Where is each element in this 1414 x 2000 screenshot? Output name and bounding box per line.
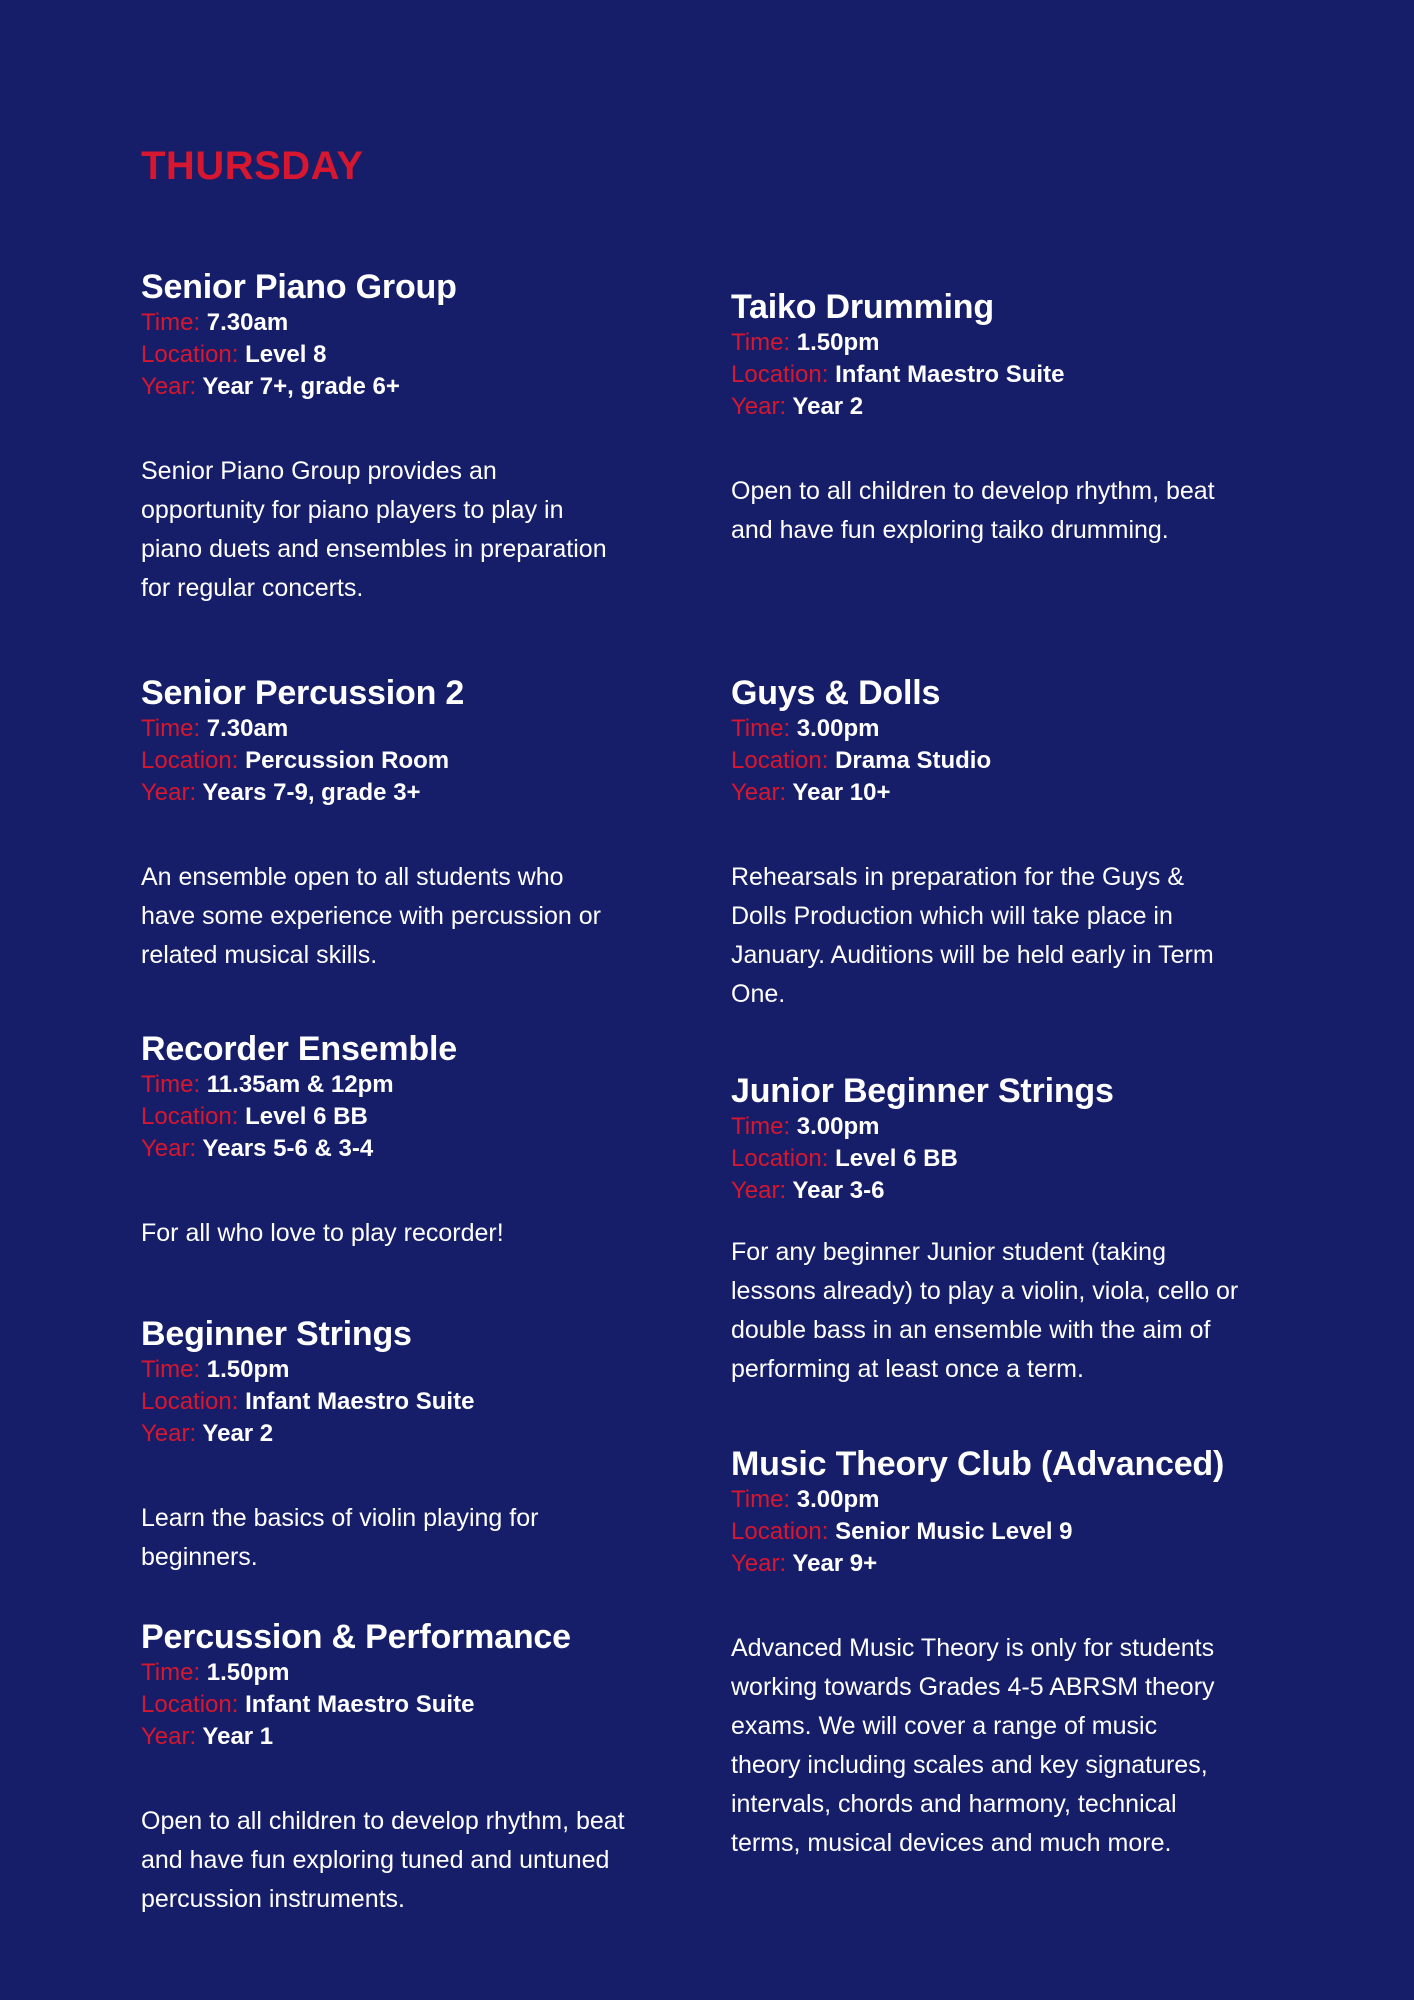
activity-location — [141, 1386, 641, 1418]
activity-title: Percussion & Performance — [141, 1618, 571, 1656]
activity-time — [141, 713, 641, 745]
activity-description: Senior Piano Group provides an opportunity for piano players to play in piano duets and ensembles in preparation for regular concerts. — [141, 457, 607, 602]
location-label: Location: — [141, 1103, 239, 1130]
activity-location — [141, 1101, 641, 1133]
activity-location — [141, 339, 641, 371]
activity-time — [731, 1111, 1231, 1143]
time-value: 3.00pm — [796, 715, 880, 742]
year-label: Year: — [731, 779, 787, 806]
activity-year — [141, 777, 641, 809]
activity-description: For all who love to play recorder! — [141, 1219, 504, 1247]
time-value: 3.00pm — [796, 1486, 880, 1513]
year-label: Year: — [141, 1723, 197, 1750]
location-value: Infant Maestro Suite — [245, 1691, 475, 1718]
activity-year — [141, 1418, 641, 1450]
location-value: Level 6 BB — [835, 1145, 958, 1172]
time-value: 1.50pm — [206, 1356, 290, 1383]
activity-title: Taiko Drumming — [731, 288, 994, 326]
time-label: Time: — [141, 1659, 201, 1686]
activity-card — [141, 1029, 641, 1253]
time-label: Time: — [731, 1486, 791, 1513]
time-label: Time: — [141, 309, 201, 336]
activity-card — [731, 673, 1231, 1014]
year-label: Year: — [141, 373, 197, 400]
time-label: Time: — [141, 1071, 201, 1098]
activity-card — [141, 1617, 641, 1919]
activity-title: Junior Beginner Strings — [731, 1072, 1114, 1110]
activity-time — [141, 1069, 641, 1101]
activity-time — [731, 327, 1231, 359]
activity-title: Senior Percussion 2 — [141, 674, 465, 712]
activity-time — [731, 713, 1231, 745]
year-label: Year: — [731, 1550, 787, 1577]
activity-location — [141, 1689, 641, 1721]
time-label: Time: — [141, 715, 201, 742]
time-label: Time: — [141, 1356, 201, 1383]
activity-location — [731, 1143, 1231, 1175]
year-value: Year 2 — [202, 1420, 274, 1447]
location-label: Location: — [731, 1145, 829, 1172]
activity-description: Open to all children to develop rhythm, beat and have fun exploring taiko drumming. — [731, 477, 1215, 544]
year-label: Year: — [731, 1177, 787, 1204]
activity-card — [731, 287, 1231, 550]
activity-title: Music Theory Club (Advanced) — [731, 1445, 1225, 1483]
location-value: Level 6 BB — [245, 1103, 368, 1130]
year-label: Year: — [141, 1135, 197, 1162]
location-value: Level 8 — [245, 341, 327, 368]
activity-time — [141, 1354, 641, 1386]
activity-location — [731, 359, 1231, 391]
time-value: 1.50pm — [796, 329, 880, 356]
activity-year — [141, 371, 641, 403]
activity-year — [731, 1548, 1231, 1580]
location-label: Location: — [141, 747, 239, 774]
activity-card — [141, 1314, 641, 1577]
location-label: Location: — [731, 1518, 829, 1545]
year-label: Year: — [141, 1420, 197, 1447]
activity-card — [731, 1444, 1231, 1863]
year-value: Year 7+, grade 6+ — [202, 373, 400, 400]
activity-year — [141, 1721, 641, 1753]
location-value: Senior Music Level 9 — [835, 1518, 1073, 1545]
year-value: Year 3-6 — [792, 1177, 885, 1204]
location-label: Location: — [141, 1691, 239, 1718]
year-value: Year 2 — [792, 393, 864, 420]
location-value: Infant Maestro Suite — [835, 361, 1065, 388]
time-value: 3.00pm — [796, 1113, 880, 1140]
activity-year — [731, 1175, 1231, 1207]
activity-description: Learn the basics of violin playing for beginners. — [141, 1504, 539, 1571]
year-value: Year 9+ — [792, 1550, 878, 1577]
activity-location — [731, 745, 1231, 777]
activity-location — [141, 745, 641, 777]
activity-description: Open to all children to develop rhythm, beat and have fun exploring tuned and untuned percussion instruments. — [141, 1807, 625, 1913]
year-label: Year: — [731, 393, 787, 420]
activity-description: An ensemble open to all students who have some experience with percussion or related musical skills. — [141, 863, 601, 969]
activity-card — [141, 673, 641, 975]
activity-title: Beginner Strings — [141, 1315, 412, 1353]
activity-description: For any beginner Junior student (taking lessons already) to play a violin, viola, cello or double bass in an ensemble with the aim of performing at least once a term. — [731, 1238, 1239, 1383]
activity-card — [141, 267, 641, 608]
location-label: Location: — [141, 1388, 239, 1415]
location-value: Percussion Room — [245, 747, 450, 774]
time-value: 1.50pm — [206, 1659, 290, 1686]
activity-title: Senior Piano Group — [141, 268, 457, 306]
location-value: Infant Maestro Suite — [245, 1388, 475, 1415]
time-value: 7.30am — [206, 715, 289, 742]
activity-card — [731, 1071, 1239, 1389]
location-label: Location: — [731, 747, 829, 774]
time-label: Time: — [731, 715, 791, 742]
day-title: THURSDAY — [141, 144, 364, 188]
time-value: 7.30am — [206, 309, 289, 336]
year-value: Year 1 — [202, 1723, 274, 1750]
activity-year — [731, 391, 1231, 423]
activity-year — [141, 1133, 641, 1165]
activity-description: Rehearsals in preparation for the Guys & Dolls Production which will take place in January. Auditions will be held early in Term One. — [731, 863, 1214, 1008]
time-value: 11.35am & 12pm — [206, 1071, 394, 1098]
year-label: Year: — [141, 779, 197, 806]
location-label: Location: — [731, 361, 829, 388]
time-label: Time: — [731, 1113, 791, 1140]
time-label: Time: — [731, 329, 791, 356]
year-value: Years 7-9, grade 3+ — [202, 779, 421, 806]
activity-location — [731, 1516, 1231, 1548]
activity-time — [731, 1484, 1231, 1516]
location-label: Location: — [141, 341, 239, 368]
activity-time — [141, 307, 641, 339]
location-value: Drama Studio — [835, 747, 992, 774]
year-value: Years 5-6 & 3-4 — [202, 1135, 374, 1162]
activity-time — [141, 1657, 641, 1689]
activity-year — [731, 777, 1231, 809]
activity-description: Advanced Music Theory is only for students working towards Grades 4-5 ABRSM theory exams. We will cover a range of music theory including scales and key signatures, intervals, chords and harmony, technical terms, musical devices and much more. — [731, 1634, 1215, 1857]
year-value: Year 10+ — [792, 779, 891, 806]
activity-title: Guys & Dolls — [731, 674, 941, 712]
activity-title: Recorder Ensemble — [141, 1030, 457, 1068]
